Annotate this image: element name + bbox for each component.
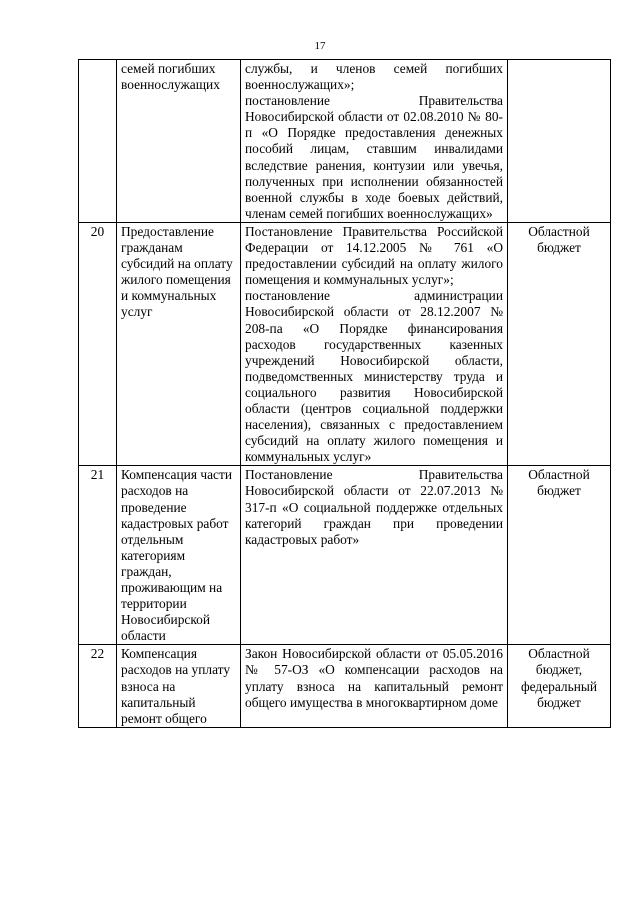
- row-number: 21: [79, 466, 117, 645]
- legal-act: [241, 645, 508, 727]
- measure-name: [117, 60, 241, 223]
- measure-name-text: Компенсация расходов на уплату взноса на капитальный ремонт общего: [121, 646, 231, 726]
- legal-act-paragraph: постановление Правительства Новосибирской области от 02.08.2010 № 80-п «О Порядке предоставления денежных пособий лицам, ставшим инвалидами вследствие ранения, контузии или увечья, полученных при исполнении обязанностей военной службы в ходе боевых действий, членам семей погибших военнослужащих»: [245, 93, 503, 221]
- funding-source-text: Областной бюджет: [528, 223, 590, 256]
- legal-act: [241, 466, 508, 645]
- page-number: 17: [314, 40, 326, 52]
- measure-name-text: семей погибших военнослужащих: [121, 61, 220, 93]
- legal-act: [241, 60, 508, 223]
- funding-source: [508, 222, 611, 465]
- funding-source-text: Областной бюджет: [528, 467, 590, 499]
- legal-act-paragraph: Постановление Правительства Российской Федерации от 14.12.2005 № 761 «О предоставлении субсидий на оплату жилого помещения и коммунальных услуг»;: [245, 223, 503, 288]
- table-row: [79, 645, 611, 727]
- measure-name: [117, 645, 241, 727]
- measure-name-text: Компенсация части расходов на проведение кадастровых работ отдельным категориям граждан, проживающим на территории Новосибирской области: [121, 467, 232, 644]
- row-number: [79, 60, 117, 223]
- legal-act-paragraph: Закон Новосибирской области от 05.05.2016 № 57-ОЗ «О компенсации расходов на уплату взноса на капитальный ремонт общего имущества в многоквартирном доме: [245, 646, 503, 710]
- table-row: [79, 466, 611, 645]
- measures-table: [78, 59, 611, 728]
- legal-act-paragraph: постановление администрации Новосибирской области от 28.12.2007 № 208-па «О Порядке финансирования расходов государственных казенных учреждений Новосибирской области, подведомственных министерству труда и социального развития Новосибирской области (центров социальной поддержки населения), связанных с предоставлением субсидий на оплату жилого помещения и коммунальных услуг»: [245, 288, 503, 465]
- funding-source: [508, 60, 611, 223]
- legal-act-paragraph: службы, и членов семей погибших военнослужащих»;: [245, 61, 503, 93]
- legal-act: [241, 222, 508, 465]
- table-row: [79, 222, 611, 465]
- measure-name-text: Предоставление гражданам субсидий на оплату жилого помещения и коммунальных услуг: [121, 223, 233, 320]
- row-number: 20: [79, 222, 117, 465]
- measure-name: [117, 222, 241, 465]
- funding-source: [508, 466, 611, 645]
- funding-source-text: Областной бюджет, федеральный бюджет: [520, 646, 598, 710]
- row-number: 22: [79, 645, 117, 727]
- measure-name: [117, 466, 241, 645]
- table-row: [79, 60, 611, 223]
- funding-source: [508, 645, 611, 727]
- legal-act-paragraph: Постановление Правительства Новосибирской области от 22.07.2013 № 317-п «О социальной поддержке отдельных категорий граждан при проведении кадастровых работ»: [245, 467, 503, 547]
